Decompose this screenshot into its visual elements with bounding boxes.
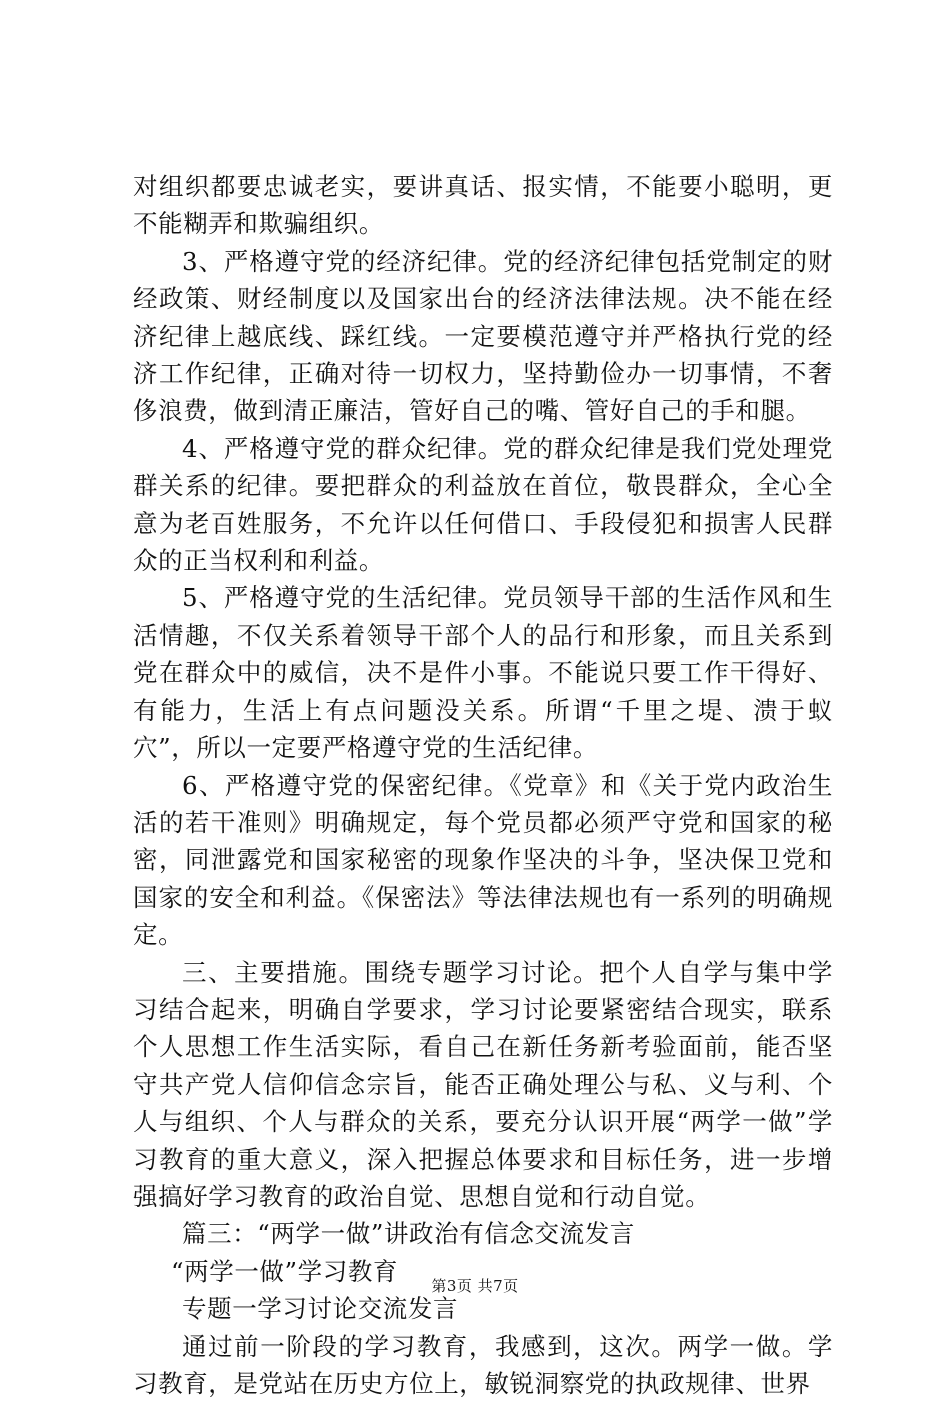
paragraph-mass-discipline: 4、严格遵守党的群众纪律。党的群众纪律是我们党处理党群关系的纪律。要把群众的利益放在首位，敬畏群众，全心全意为老百姓服务，不允许以任何借口、手段侵犯和损害人民群众的正当权利和利益。 [133,433,833,576]
subheading-topic-one: 专题一学习讨论交流发言 [182,1294,459,1324]
paragraph-main-measures: 三、主要措施。围绕专题学习讨论。把个人自学与集中学习结合起来，明确自学要求，学习讨论要紧密结合现实，联系个人思想工作生活实际，看自己在新任务新考验面前，能否坚守共产党人信仰信念宗旨，能否正确处理公与私、义与利、个人与组织、个人与群众的关系，要充分认识开展“两学一做”学习教育的重大意义，深入把握总体要求和目标任务，进一步增强搞好学习教育的政治自觉、思想自觉和行动自觉。 [133,957,833,1211]
paragraph-secrecy-discipline: 6、严格遵守党的保密纪律。《党章》和《关于党内政治生活的若干准则》明确规定，每个党员都必须严守党和国家的秘密，同泄露党和国家秘密的现象作坚决的斗争，坚决保卫党和国家的安全和利益。《保密法》等法律法规也有一系列的明确规定。 [133,770,833,950]
section-heading-part-three: 篇三：“两学一做”讲政治有信念交流发言 [182,1219,635,1249]
document-body [133,168,833,1402]
paragraph-life-discipline: 5、严格遵守党的生活纪律。党员领导干部的生活作风和生活情趣，不仅关系着领导干部个人的品行和形象，而且关系到党在群众中的威信，决不是件小事。不能说只要工作干得好、有能力，生活上有点问题没关系。所谓“千里之堤、溃于蚁穴”，所以一定要严格遵守党的生活纪律。 [133,583,833,763]
paragraph-continuation: 对组织都要忠诚老实，要讲真话、报实情，不能要小聪明，更不能糊弄和欺骗组织。 [133,172,833,239]
paragraph-economic-discipline: 3、严格遵守党的经济纪律。党的经济纪律包括党制定的财经政策、财经制度以及国家出台的经济法律法规。决不能在经济纪律上越底线、踩红线。一定要模范遵守并严格执行党的经济工作纪律，正确对待一切权力，坚持勤俭办一切事情，不奢侈浪费，做到清正廉洁，管好自己的嘴、管好自己的手和腿。 [133,246,833,426]
page-number-footer: 第3页 共7页 [431,1277,519,1295]
paragraph-opening: 通过前一阶段的学习教育，我感到，这次。两学一做。学习教育，是党站在历史方位上，敏锐洞察党的执政规律、世界 [133,1331,833,1398]
subheading-study-education: “两学一做”学习教育 [171,1256,399,1286]
